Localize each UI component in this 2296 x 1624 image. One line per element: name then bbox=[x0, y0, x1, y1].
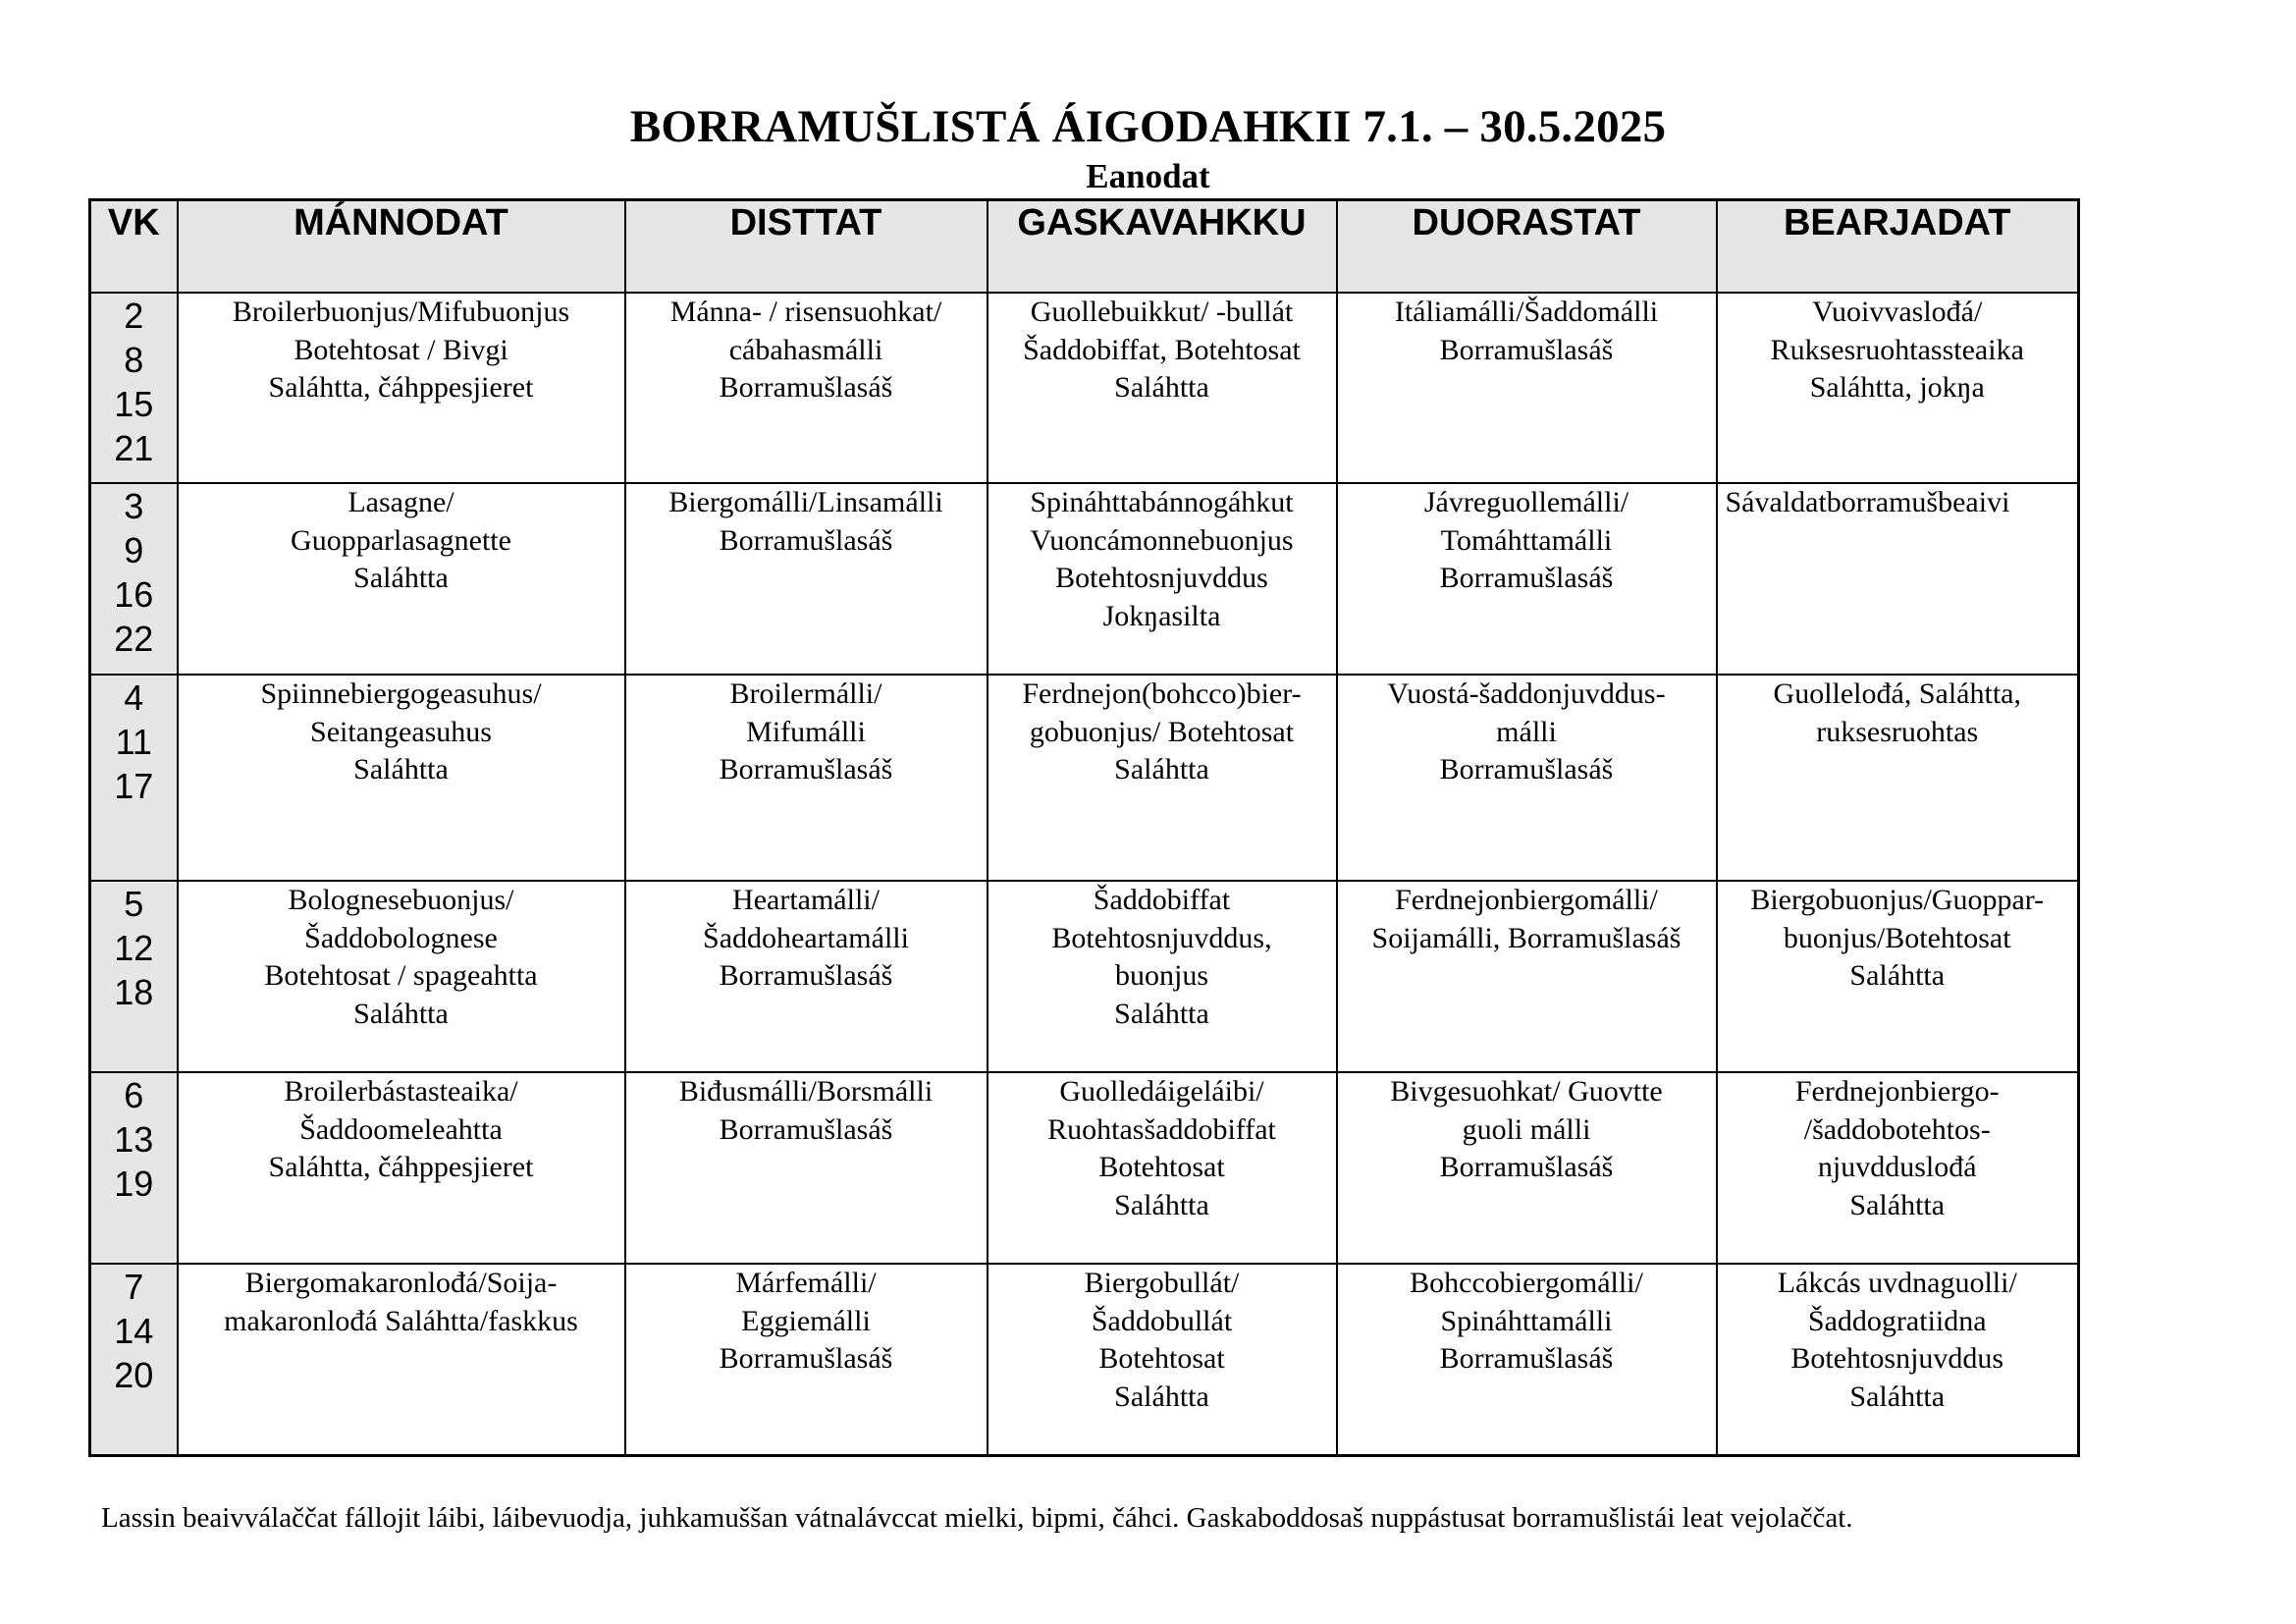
meal-line: buonjus bbox=[1114, 959, 1208, 992]
meal-line: makaronlođá Saláhtta/faskkus bbox=[224, 1304, 578, 1337]
meal-line: Saláhtta bbox=[1849, 959, 1946, 992]
meal-line: Heartamálli/ bbox=[732, 884, 880, 916]
meal-line: Biđusmálli/Borsmálli bbox=[678, 1075, 934, 1108]
meal-cell-friday bbox=[1717, 483, 2079, 675]
meal-line: njuvdduslođá bbox=[1817, 1151, 1977, 1183]
week-numbers-cell bbox=[90, 483, 178, 675]
table-row bbox=[90, 483, 2079, 675]
meal-line: Mifumálli bbox=[746, 715, 866, 748]
meal-line: Biergomálli/Linsamálli bbox=[668, 486, 943, 518]
meal-line: Borramušlasáš bbox=[1439, 1151, 1614, 1183]
table-row bbox=[90, 881, 2079, 1072]
week-numbers-cell bbox=[90, 675, 178, 881]
meal-line: Vuoncámonnebuonjus bbox=[1030, 523, 1294, 557]
meal-line: Ruohtasšaddobiffat bbox=[1047, 1112, 1276, 1146]
meal-line: Botehtosat / spageahtta bbox=[264, 959, 538, 992]
meal-line: Tomáhttamálli bbox=[1440, 523, 1613, 557]
meal-cell-friday bbox=[1717, 1072, 2079, 1264]
meal-line: ruksesruohtas bbox=[1816, 715, 1979, 748]
meal-line: Vuoivvaslođá/ bbox=[1812, 296, 1983, 328]
meal-line: Biergobuonjus/Guoppar- bbox=[1750, 884, 2045, 916]
week-number: 14 bbox=[114, 1311, 154, 1351]
week-number: 9 bbox=[124, 530, 144, 570]
meal-line: Borramušlasáš bbox=[719, 371, 893, 404]
meal-line: Broilerbuonjus/Mifubuonjus bbox=[232, 296, 570, 328]
week-number: 6 bbox=[124, 1075, 144, 1115]
week-number: 2 bbox=[124, 296, 144, 336]
meal-line: Botehtosat / Bivgi bbox=[294, 333, 508, 366]
meal-line: Saláhtta bbox=[1114, 1188, 1209, 1221]
header-friday: BEARJADAT bbox=[1717, 200, 2079, 294]
meal-cell-wednesday bbox=[988, 293, 1337, 483]
meal-cell-tuesday bbox=[625, 1072, 988, 1264]
meal-line: Šaddobiffat, Botehtosat bbox=[1023, 333, 1301, 366]
week-number: 19 bbox=[114, 1164, 154, 1204]
meal-line: Borramušlasáš bbox=[1439, 562, 1614, 594]
week-number: 17 bbox=[114, 766, 154, 806]
header-thursday: DUORASTAT bbox=[1337, 200, 1717, 294]
meal-line: Biergobullát/ bbox=[1084, 1267, 1240, 1299]
meal-line: Spináhttabánnogáhkut bbox=[1030, 486, 1294, 518]
meal-line: Borramušlasáš bbox=[719, 523, 893, 557]
week-number: 18 bbox=[114, 972, 154, 1012]
meal-line: Soijamálli, Borramušlasáš bbox=[1371, 921, 1682, 954]
table-row bbox=[90, 293, 2079, 483]
meal-line: Šaddogratiidna bbox=[1807, 1304, 1987, 1337]
meal-line: Bivgesuohkat/ Guovtte bbox=[1390, 1075, 1663, 1108]
meal-line: Ruksesruohtassteaika bbox=[1770, 333, 2024, 366]
meal-line: Bohccobiergomálli/ bbox=[1410, 1267, 1643, 1299]
week-numbers-cell bbox=[90, 881, 178, 1072]
meal-line: málli bbox=[1496, 715, 1557, 748]
page-subtitle: Eanodat bbox=[1086, 157, 1210, 195]
meal-cell-thursday bbox=[1337, 293, 1717, 483]
meal-cell-monday bbox=[178, 293, 625, 483]
meal-line: Broilerbástasteaika/ bbox=[284, 1075, 518, 1108]
meal-line: Guollelođá, Saláhtta, bbox=[1773, 677, 2021, 710]
meal-line: Jokŋasilta bbox=[1102, 599, 1221, 632]
meal-line: Guollebuikkut/ -bullát bbox=[1030, 296, 1294, 328]
meal-line: Saláhtta bbox=[1114, 1380, 1209, 1413]
meal-line: Botehtosnjuvddus bbox=[1055, 562, 1268, 594]
meal-cell-wednesday bbox=[988, 881, 1337, 1072]
meal-cell-friday bbox=[1717, 675, 2079, 881]
meal-line: Sávaldatborramušbeaivi bbox=[1725, 486, 2010, 518]
meal-cell-monday bbox=[178, 881, 625, 1072]
meal-cell-tuesday bbox=[625, 1264, 988, 1455]
meal-line: Šaddoomeleahtta bbox=[299, 1112, 503, 1146]
table-row bbox=[90, 1072, 2079, 1264]
week-number: 8 bbox=[124, 340, 144, 380]
meal-line: Lákcás uvdnaguolli/ bbox=[1777, 1267, 2017, 1299]
meal-cell-tuesday bbox=[625, 675, 988, 881]
meal-line: Borramušlasáš bbox=[1439, 1342, 1614, 1375]
meal-line: Saláhtta, čáhppesjieret bbox=[268, 1151, 534, 1183]
meal-cell-thursday bbox=[1337, 483, 1717, 675]
meal-line: Šaddobolognese bbox=[304, 921, 498, 954]
week-number: 20 bbox=[114, 1355, 154, 1395]
meal-cell-friday bbox=[1717, 881, 2079, 1072]
meal-line: Šaddobiffat bbox=[1093, 884, 1231, 916]
meal-line: guoli málli bbox=[1462, 1112, 1591, 1146]
header-tuesday: DISTTAT bbox=[625, 200, 988, 294]
meal-line: Ferdnejonbiergomálli/ bbox=[1395, 884, 1658, 916]
meal-line: Mánna- / risensuohkat/ bbox=[669, 296, 942, 328]
meal-line: Borramušlasáš bbox=[719, 753, 893, 785]
meal-cell-thursday bbox=[1337, 1072, 1717, 1264]
meal-line: Ferdnejonbiergo- bbox=[1794, 1075, 2000, 1108]
week-number: 5 bbox=[124, 884, 144, 924]
meal-line: Ferdnejon(bohcco)bier- bbox=[1022, 677, 1302, 710]
meal-cell-tuesday bbox=[625, 293, 988, 483]
meal-line: Vuostá-šaddonjuvddus- bbox=[1387, 677, 1666, 710]
week-number: 3 bbox=[124, 486, 144, 526]
meal-cell-tuesday bbox=[625, 881, 988, 1072]
week-number: 4 bbox=[124, 677, 144, 718]
meal-cell-wednesday bbox=[988, 1264, 1337, 1455]
meal-cell-wednesday bbox=[988, 483, 1337, 675]
meal-line: Eggiemálli bbox=[741, 1304, 871, 1337]
meal-cell-monday bbox=[178, 675, 625, 881]
meal-line: Bolognesebuonjus/ bbox=[288, 884, 514, 916]
meal-line: Borramušlasáš bbox=[719, 1342, 893, 1375]
meal-line: Guopparlasagnette bbox=[291, 523, 511, 557]
meal-line: Jávreguollemálli/ bbox=[1423, 486, 1629, 518]
meal-line: Borramušlasáš bbox=[719, 959, 893, 992]
meal-line: Saláhtta bbox=[1849, 1380, 1946, 1413]
week-numbers-cell bbox=[90, 293, 178, 483]
week-number: 13 bbox=[114, 1119, 154, 1160]
meal-line: Saláhtta, čáhppesjieret bbox=[268, 371, 534, 404]
meal-line: cábahasmálli bbox=[728, 333, 883, 366]
week-number: 16 bbox=[114, 574, 154, 615]
meal-line: Borramušlasáš bbox=[719, 1112, 893, 1146]
meal-cell-friday bbox=[1717, 1264, 2079, 1455]
meal-line: Saláhtta bbox=[1114, 753, 1209, 785]
header-row bbox=[90, 200, 2079, 294]
meal-line: Broilermálli/ bbox=[729, 677, 882, 710]
week-numbers-cell bbox=[90, 1264, 178, 1455]
meal-cell-friday bbox=[1717, 293, 2079, 483]
week-number: 12 bbox=[114, 928, 154, 968]
meal-cell-monday bbox=[178, 1264, 625, 1455]
meal-line: Guolledáigeláibi/ bbox=[1059, 1075, 1264, 1108]
meal-line: gobuonjus/ Botehtosat bbox=[1029, 715, 1295, 748]
meal-cell-thursday bbox=[1337, 675, 1717, 881]
meal-line: Šaddobullát bbox=[1091, 1304, 1233, 1337]
header-wednesday: GASKAVAHKKU bbox=[988, 200, 1337, 294]
meal-line: Saláhtta, jokŋa bbox=[1809, 371, 1985, 404]
meal-line: Spiinnebiergogeasuhus/ bbox=[260, 677, 542, 710]
meal-cell-tuesday bbox=[625, 483, 988, 675]
meal-line: Botehtosat bbox=[1098, 1342, 1225, 1375]
meal-line: Borramušlasáš bbox=[1439, 333, 1614, 366]
header-monday: MÁNNODAT bbox=[178, 200, 625, 294]
meal-line: Spináhttamálli bbox=[1440, 1304, 1613, 1337]
week-number: 11 bbox=[115, 722, 152, 762]
meal-line: Saláhtta bbox=[1114, 997, 1209, 1030]
meal-cell-wednesday bbox=[988, 675, 1337, 881]
meal-line: Biergomakaronlođá/Soija- bbox=[244, 1267, 558, 1299]
week-number: 7 bbox=[124, 1267, 144, 1307]
meal-line: Saláhtta bbox=[353, 562, 449, 594]
meal-cell-thursday bbox=[1337, 1264, 1717, 1455]
meal-cell-thursday bbox=[1337, 881, 1717, 1072]
week-number: 21 bbox=[114, 428, 154, 468]
meal-line: Botehtosnjuvddus bbox=[1790, 1342, 2004, 1375]
footnote: Lassin beaivválaččat fállojit láibi, láibevuodja, juhkamuššan vátnalávccat mielki, bipmi, čáhci. Gaskaboddosaš nuppástusat borramušlistái leat vejolaččat. bbox=[101, 1502, 1853, 1534]
meal-line: Saláhtta bbox=[1114, 371, 1209, 404]
meal-line: Lasagne/ bbox=[347, 486, 454, 518]
table-row bbox=[90, 1264, 2079, 1455]
meal-line: /šaddobotehtos- bbox=[1803, 1112, 1991, 1146]
meal-line: Márfemálli/ bbox=[735, 1267, 877, 1299]
meal-line: Saláhtta bbox=[1849, 1188, 1946, 1221]
meal-line: Saláhtta bbox=[353, 997, 449, 1030]
meal-line: buonjus/Botehtosat bbox=[1783, 921, 2011, 954]
page-title: BORRAMUŠLISTÁ ÁIGODAHKII 7.1. – 30.5.2025 bbox=[629, 101, 1667, 152]
meal-cell-monday bbox=[178, 1072, 625, 1264]
week-number: 15 bbox=[114, 384, 154, 424]
week-numbers-cell bbox=[90, 1072, 178, 1264]
meal-line: Šaddoheartamálli bbox=[703, 921, 909, 954]
meal-cell-monday bbox=[178, 483, 625, 675]
meal-line: Borramušlasáš bbox=[1439, 753, 1614, 785]
meal-cell-wednesday bbox=[988, 1072, 1337, 1264]
meal-line: Saláhtta bbox=[353, 753, 449, 785]
meal-line: Seitangeasuhus bbox=[310, 715, 492, 748]
table-row bbox=[90, 675, 2079, 881]
header-week: VK bbox=[90, 200, 178, 294]
meal-line: Botehtosnjuvddus, bbox=[1051, 921, 1272, 954]
week-number: 22 bbox=[114, 619, 154, 659]
meal-line: Itáliamálli/Šaddomálli bbox=[1394, 296, 1659, 328]
meal-line: Botehtosat bbox=[1098, 1151, 1225, 1183]
menu-table bbox=[88, 198, 2080, 1457]
